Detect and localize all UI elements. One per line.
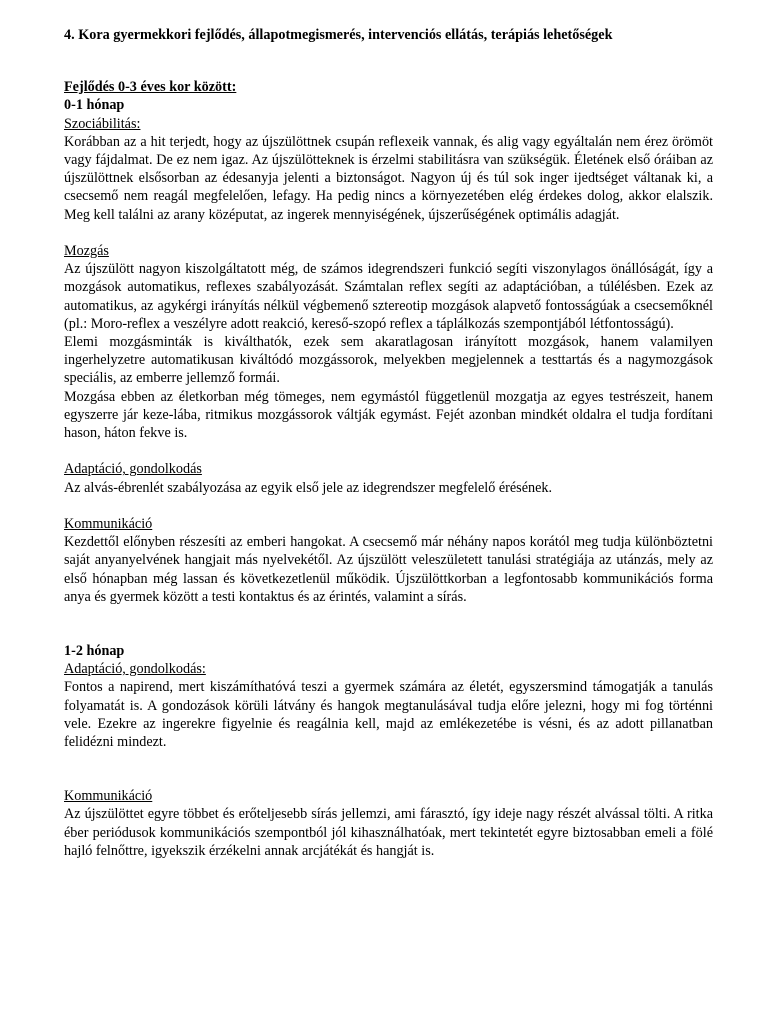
spacer <box>64 751 713 787</box>
subheading-sociability: Szociábilitás: <box>64 115 141 132</box>
paragraph-communication-2: Az újszülöttet egyre többet és erőteljesebb sírás jellemzi, ami fárasztó, így ideje nagy részét alvással tölti. A ritka éber periódusok kommunikációs szempontból jól kihasználhatóak, mert tekintetét egyre biztosabban emeli a fölé hajló felnőttre, igyekszik érzékelni annak arcjátékát és hangját is. <box>64 806 713 859</box>
month-heading-1-2: 1-2 hónap <box>64 643 125 660</box>
subheading-adaptation: Adaptáció, gondolkodás <box>64 461 202 478</box>
paragraph-movement-2: Elemi mozgásminták is kiválthatók, ezek sem akaratlagosan irányított mozgások, hanem valamilyen ingerhelyzetre automatikusan kiváltódó mozgássorok, melyekben megjelennek a testtartás és a nagymozgások speciális, az emberre jellemző formái. <box>64 334 713 387</box>
spacer <box>64 442 713 460</box>
paragraph-sociability: Korábban az a hit terjedt, hogy az újszülöttnek csupán reflexeik vannak, és alig vagy egyáltalán nem érez örömöt vagy fájdalmat. De ez nem igaz. Az újszülötteknek is érzelmi stabilitásra van szükségük. Életének első óráiban az újszülöttnek elsősorban az édesanyja jelenti a biztonságot. Nagyon új és túl sok inger ijedtséget váltanak ki, a csecsemő nem reagál megfelelően, lefagy. Ha pedig nincs a környezetében elég érdekes dolog, akkor elalszik. Meg kell találni az arany középutat, az ingerek mennyiségének, újszerűségének optimális adagját. <box>64 133 713 223</box>
spacer <box>64 44 713 78</box>
subheading-movement: Mozgás <box>64 243 109 260</box>
section-heading: Fejlődés 0-3 éves kor között: <box>64 79 237 96</box>
spacer <box>64 224 713 242</box>
paragraph-communication: Kezdettől előnyben részesíti az emberi hangokat. A csecsemő már néhány napos korától meg tudja különböztetni saját anyanyelvének hangjait más nyelvekétől. Az újszülött veleszületett tanulási stratégiája az utánzás, mely az első hónapban még lassan és következetlenül működik. Újszülöttkorban a legfontosabb kommunikációs forma anya és gyermek között a testi kontaktus és az érintés, valamint a sírás. <box>64 534 713 605</box>
document-title: 4. Kora gyermekkori fejlődés, állapotmegismerés, intervenciós ellátás, terápiás lehetőségek <box>64 27 613 43</box>
subheading-communication: Kommunikáció <box>64 516 153 533</box>
subheading-communication-2: Kommunikáció <box>64 788 153 805</box>
paragraph-movement-3: Mozgása ebben az életkorban még tömeges, nem egymástól függetlenül mozgatja az egyes testrészeit, hanem egyszerre jár keze-lába, ritmikus mozgássorok váltják egymást. Fejét azonban mindkét oldalra el tudja fordítani hason, háton fekve is. <box>64 388 713 442</box>
subheading-adaptation-2: Adaptáció, gondolkodás: <box>64 661 206 678</box>
paragraph-adaptation-2: Fontos a napirend, mert kiszámíthatóvá teszi a gyermek számára az életét, egyszersmind támogatják a tanulás folyamatát is. A gondozások körüli látvány és hangok megtanulásával tudja előre jelezni, hogy mi fog történni vele. Ezekre az ingerekre figyelnie és reagálnia kell, majd az emlékezetébe is vésni, és az adott pillanatban felidézni mindezt. <box>64 679 713 751</box>
spacer <box>64 497 713 515</box>
spacer <box>64 606 713 642</box>
paragraph-adaptation: Az alvás-ébrenlét szabályozása az egyik első jele az idegrendszer megfelelő érésének. <box>64 479 553 496</box>
month-heading-0-1: 0-1 hónap <box>64 97 125 114</box>
paragraph-movement-1: Az újszülött nagyon kiszolgáltatott még, de számos idegrendszeri funkció segíti viszonylagos önállóságát, így a mozgások automatikus, reflexes szabályozását. Számtalan reflex segíti az adaptációban, a túlélésben. Ezek az automatikus, az agykérgi irányítás nélkül végbemenő sztereotip mozgások alapvető fontosságúak a csecsemőknél (pl.: Moro-reflex a veszélyre adott reakció, kereső-szopó reflex a táplálkozás szempontjából létfontosságú). <box>64 261 713 332</box>
document-page <box>64 26 713 860</box>
